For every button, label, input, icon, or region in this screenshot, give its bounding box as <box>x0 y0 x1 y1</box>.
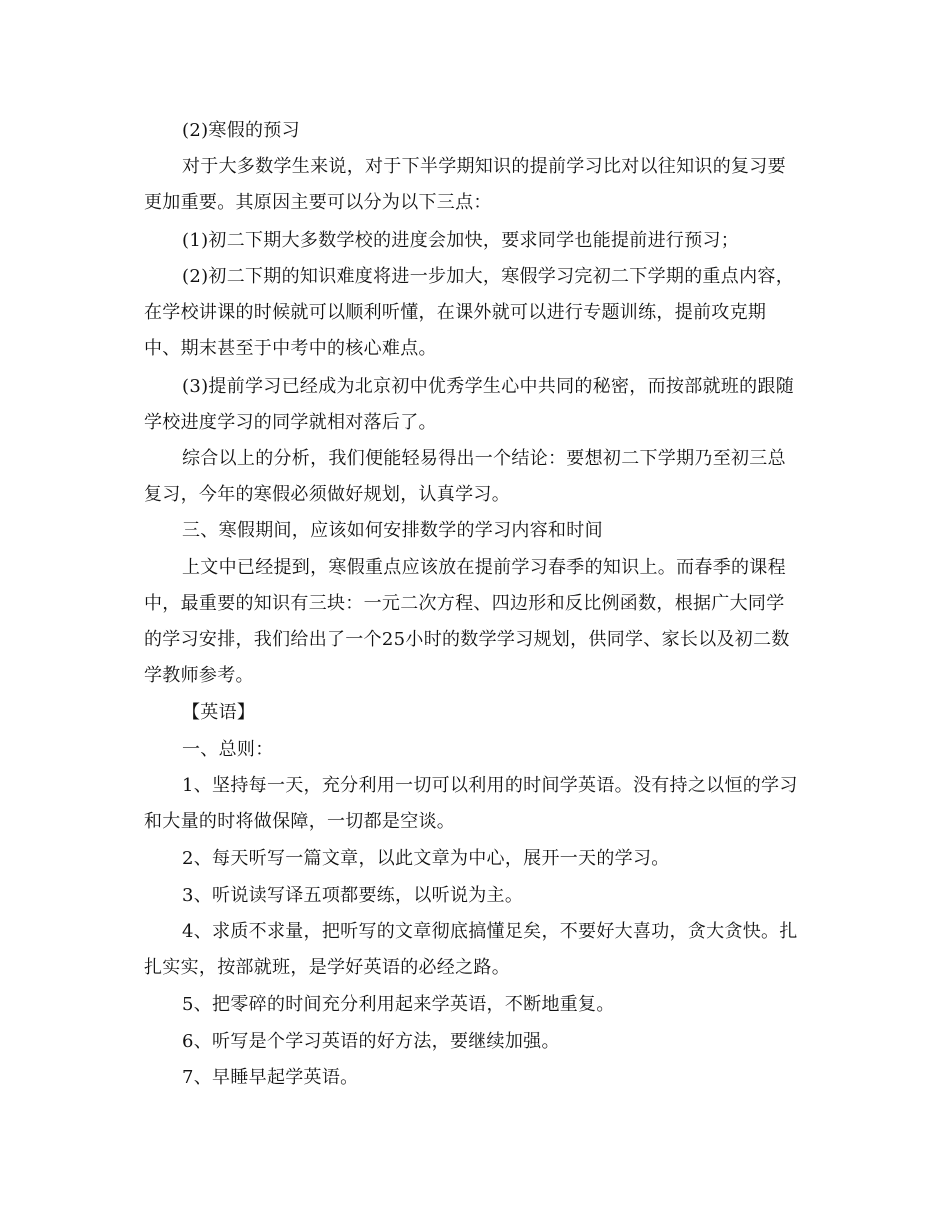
paragraph-line: 复习，今年的寒假必须做好规划，认真学习。 <box>144 484 510 505</box>
paragraph-line: 综合以上的分析，我们便能轻易得出一个结论：要想初二下学期乃至初三总 <box>182 448 786 469</box>
list-item-line: 4、求质不求量，把听写的文章彻底搞懂足矣，不要好大喜功，贪大贪快。扎 <box>182 921 798 942</box>
list-item-line: 3、听说读写译五项都要练，以听说为主。 <box>182 885 524 906</box>
paragraph-line: 学教师参考。 <box>144 665 254 686</box>
list-item-line: 和大量的时将做保障，一切都是空谈。 <box>144 811 456 832</box>
list-item-line: (1)初二下期大多数学校的进度会加快，要求同学也能提前进行预习； <box>182 230 740 251</box>
section-heading: 三、寒假期间，应该如何安排数学的学习内容和时间 <box>182 520 603 541</box>
section-heading-english: 【英语】 <box>182 702 256 723</box>
heading-winter-preview: (2)寒假的预习 <box>182 120 300 141</box>
paragraph-line: 中，最重要的知识有三块：一元二次方程、四边形和反比例函数，根据广大同学 <box>144 593 785 614</box>
subheading-general-rules: 一、总则： <box>182 739 274 760</box>
list-item-line: (3)提前学习已经成为北京初中优秀学生心中共同的秘密，而按部就班的跟随 <box>182 376 794 397</box>
paragraph-line: 的学习安排，我们给出了一个25小时的数学学习规划，供同学、家长以及初二数 <box>144 629 790 650</box>
list-item-line: 5、把零碎的时间充分利用起来学英语，不断地重复。 <box>182 994 615 1015</box>
list-item-line: 6、听写是个学习英语的好方法，要继续加强。 <box>182 1031 560 1052</box>
paragraph-line: 对于大多数学生来说，对于下半学期知识的提前学习比对以往知识的复习要 <box>182 156 786 177</box>
list-item-line: 2、每天听写一篇文章，以此文章为中心，展开一天的学习。 <box>182 848 670 869</box>
paragraph-line: 更加重要。其原因主要可以分为以下三点： <box>144 192 492 213</box>
list-item-line: 中、期末甚至于中考中的核心难点。 <box>144 338 437 359</box>
list-item-line: 扎实实，按部就班，是学好英语的必经之路。 <box>144 957 510 978</box>
list-item-line: 1、坚持每一天，充分利用一切可以利用的时间学英语。没有持之以恒的学习 <box>182 775 798 796</box>
list-item-line: 学校进度学习的同学就相对落后了。 <box>144 412 437 433</box>
list-item-line: (2)初二下期的知识难度将进一步加大，寒假学习完初二下学期的重点内容， <box>182 266 794 287</box>
paragraph-line: 上文中已经提到，寒假重点应该放在提前学习春季的知识上。而春季的课程 <box>182 557 786 578</box>
list-item-line: 在学校讲课的时候就可以顺利听懂，在课外就可以进行专题训练，提前攻克期 <box>144 302 767 323</box>
list-item-line: 7、早睡早起学英语。 <box>182 1067 359 1088</box>
